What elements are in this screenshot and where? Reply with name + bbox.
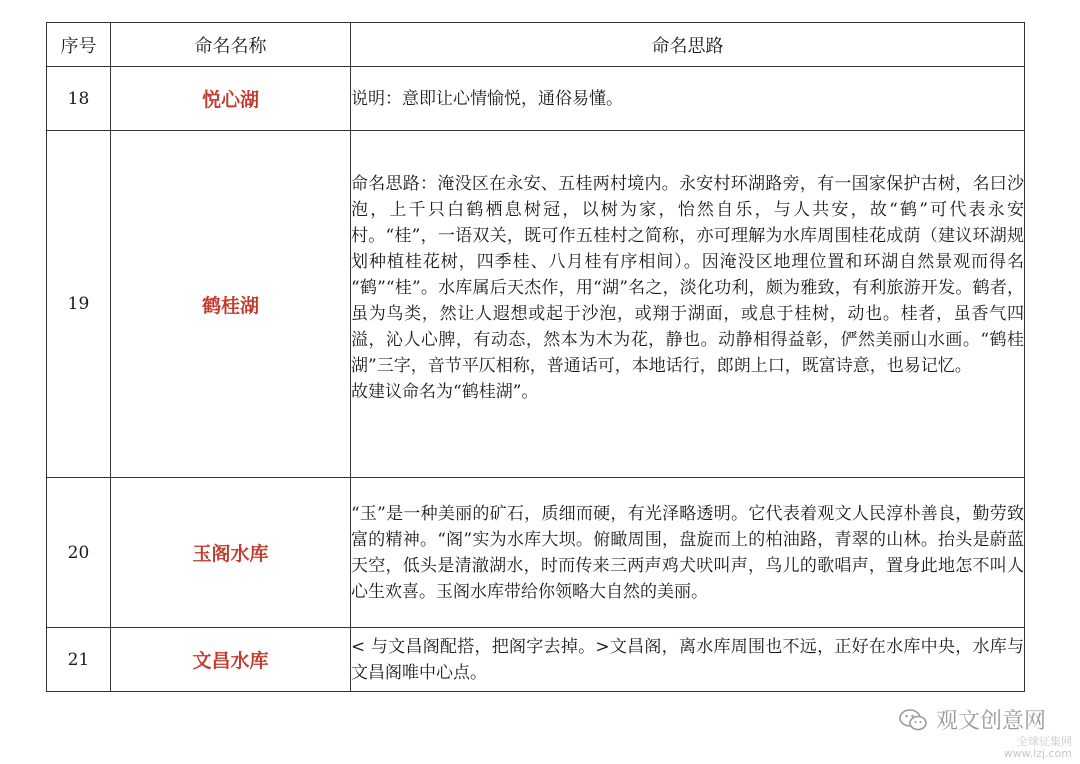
row-num: 20 (47, 478, 111, 628)
desc-line: 故建议命名为“鹤桂湖”。 (351, 382, 539, 402)
header-name: 命名名称 (111, 23, 351, 67)
desc-line: “玉”是一种美丽的矿石，质细而硬，有光泽略透明。它代表着观文人民淳朴善良，勤劳致富的精神。“阁”实为水库大坝。俯瞰周围，盘旋而上的柏油路，青翠的山林。抬头是蔚蓝天空，低头是清澈湖水，时而传来三两声鸡犬吠叫声，鸟儿的歌唱声，置身此地怎不叫人心生欢喜。玉阁水库带给你领略大自然的美丽。 (351, 503, 1024, 602)
row-num: 18 (47, 67, 111, 131)
row-desc (351, 478, 1025, 628)
wechat-icon (898, 708, 928, 732)
watermark (898, 704, 1046, 735)
row-desc (351, 628, 1025, 692)
row-name: 悦心湖 (111, 67, 351, 131)
table-row (47, 67, 1025, 131)
row-num: 19 (47, 131, 111, 478)
row-num: 21 (47, 628, 111, 692)
table-row (47, 478, 1025, 628)
site-watermark (1004, 736, 1072, 760)
header-num: 序号 (47, 23, 111, 67)
row-name: 鹤桂湖 (111, 131, 351, 478)
row-desc (351, 131, 1030, 478)
site-watermark-line2: www.lzj.com (1003, 747, 1072, 760)
header-desc: 命名思路 (351, 23, 1025, 67)
watermark-text: 观文创意网 (935, 709, 1046, 734)
table-row (47, 628, 1025, 692)
desc-line: < 与文昌阁配搭，把阁字去掉。>文昌阁，离水库周围也不远，正好在水库中央，水库与文昌阁唯中心点。 (351, 636, 1024, 683)
desc-line: 说明：意即让心情愉悦，通俗易懂。 (351, 88, 623, 109)
site-watermark-line1: 全球征集网 (1017, 735, 1072, 748)
row-name: 玉阁水库 (111, 478, 351, 628)
header-row (47, 23, 1025, 67)
table-row (47, 131, 1025, 478)
row-name: 文昌水库 (111, 628, 351, 692)
row-desc (351, 67, 1025, 131)
naming-table (46, 22, 1030, 692)
desc-line: 命名思路：淹没区在永安、五桂两村境内。永安村环湖路旁，有一国家保护古树，名曰沙泡，上千只白鹤栖息树冠，以树为家，怡然自乐，与人共安，故“鹤”可代表永安村。“桂”，一语双关，既可作五桂村之简称，亦可理解为水库周围桂花成荫（建议环湖规划种植桂花树，四季桂、八月桂有序相间）。因淹没区地理位置和环湖自然景观而得名 “鹤”“桂”。水库属后天杰作，用“湖”名之，淡化功利，颇为雅致，有利旅游开发。鹤者，虽为鸟类，然让人遐想或起于沙泡，或翔于湖面，或息于桂树，动也。桂者，虽香气四溢，沁人心脾，有动态，然本为木为花，静也。动静相得益彰，俨然美丽山水画。“鹤桂湖”三字，音节平仄相称，普通话可，本地话行，郎朗上口，既富诗意，也易记忆。 (351, 174, 1030, 376)
